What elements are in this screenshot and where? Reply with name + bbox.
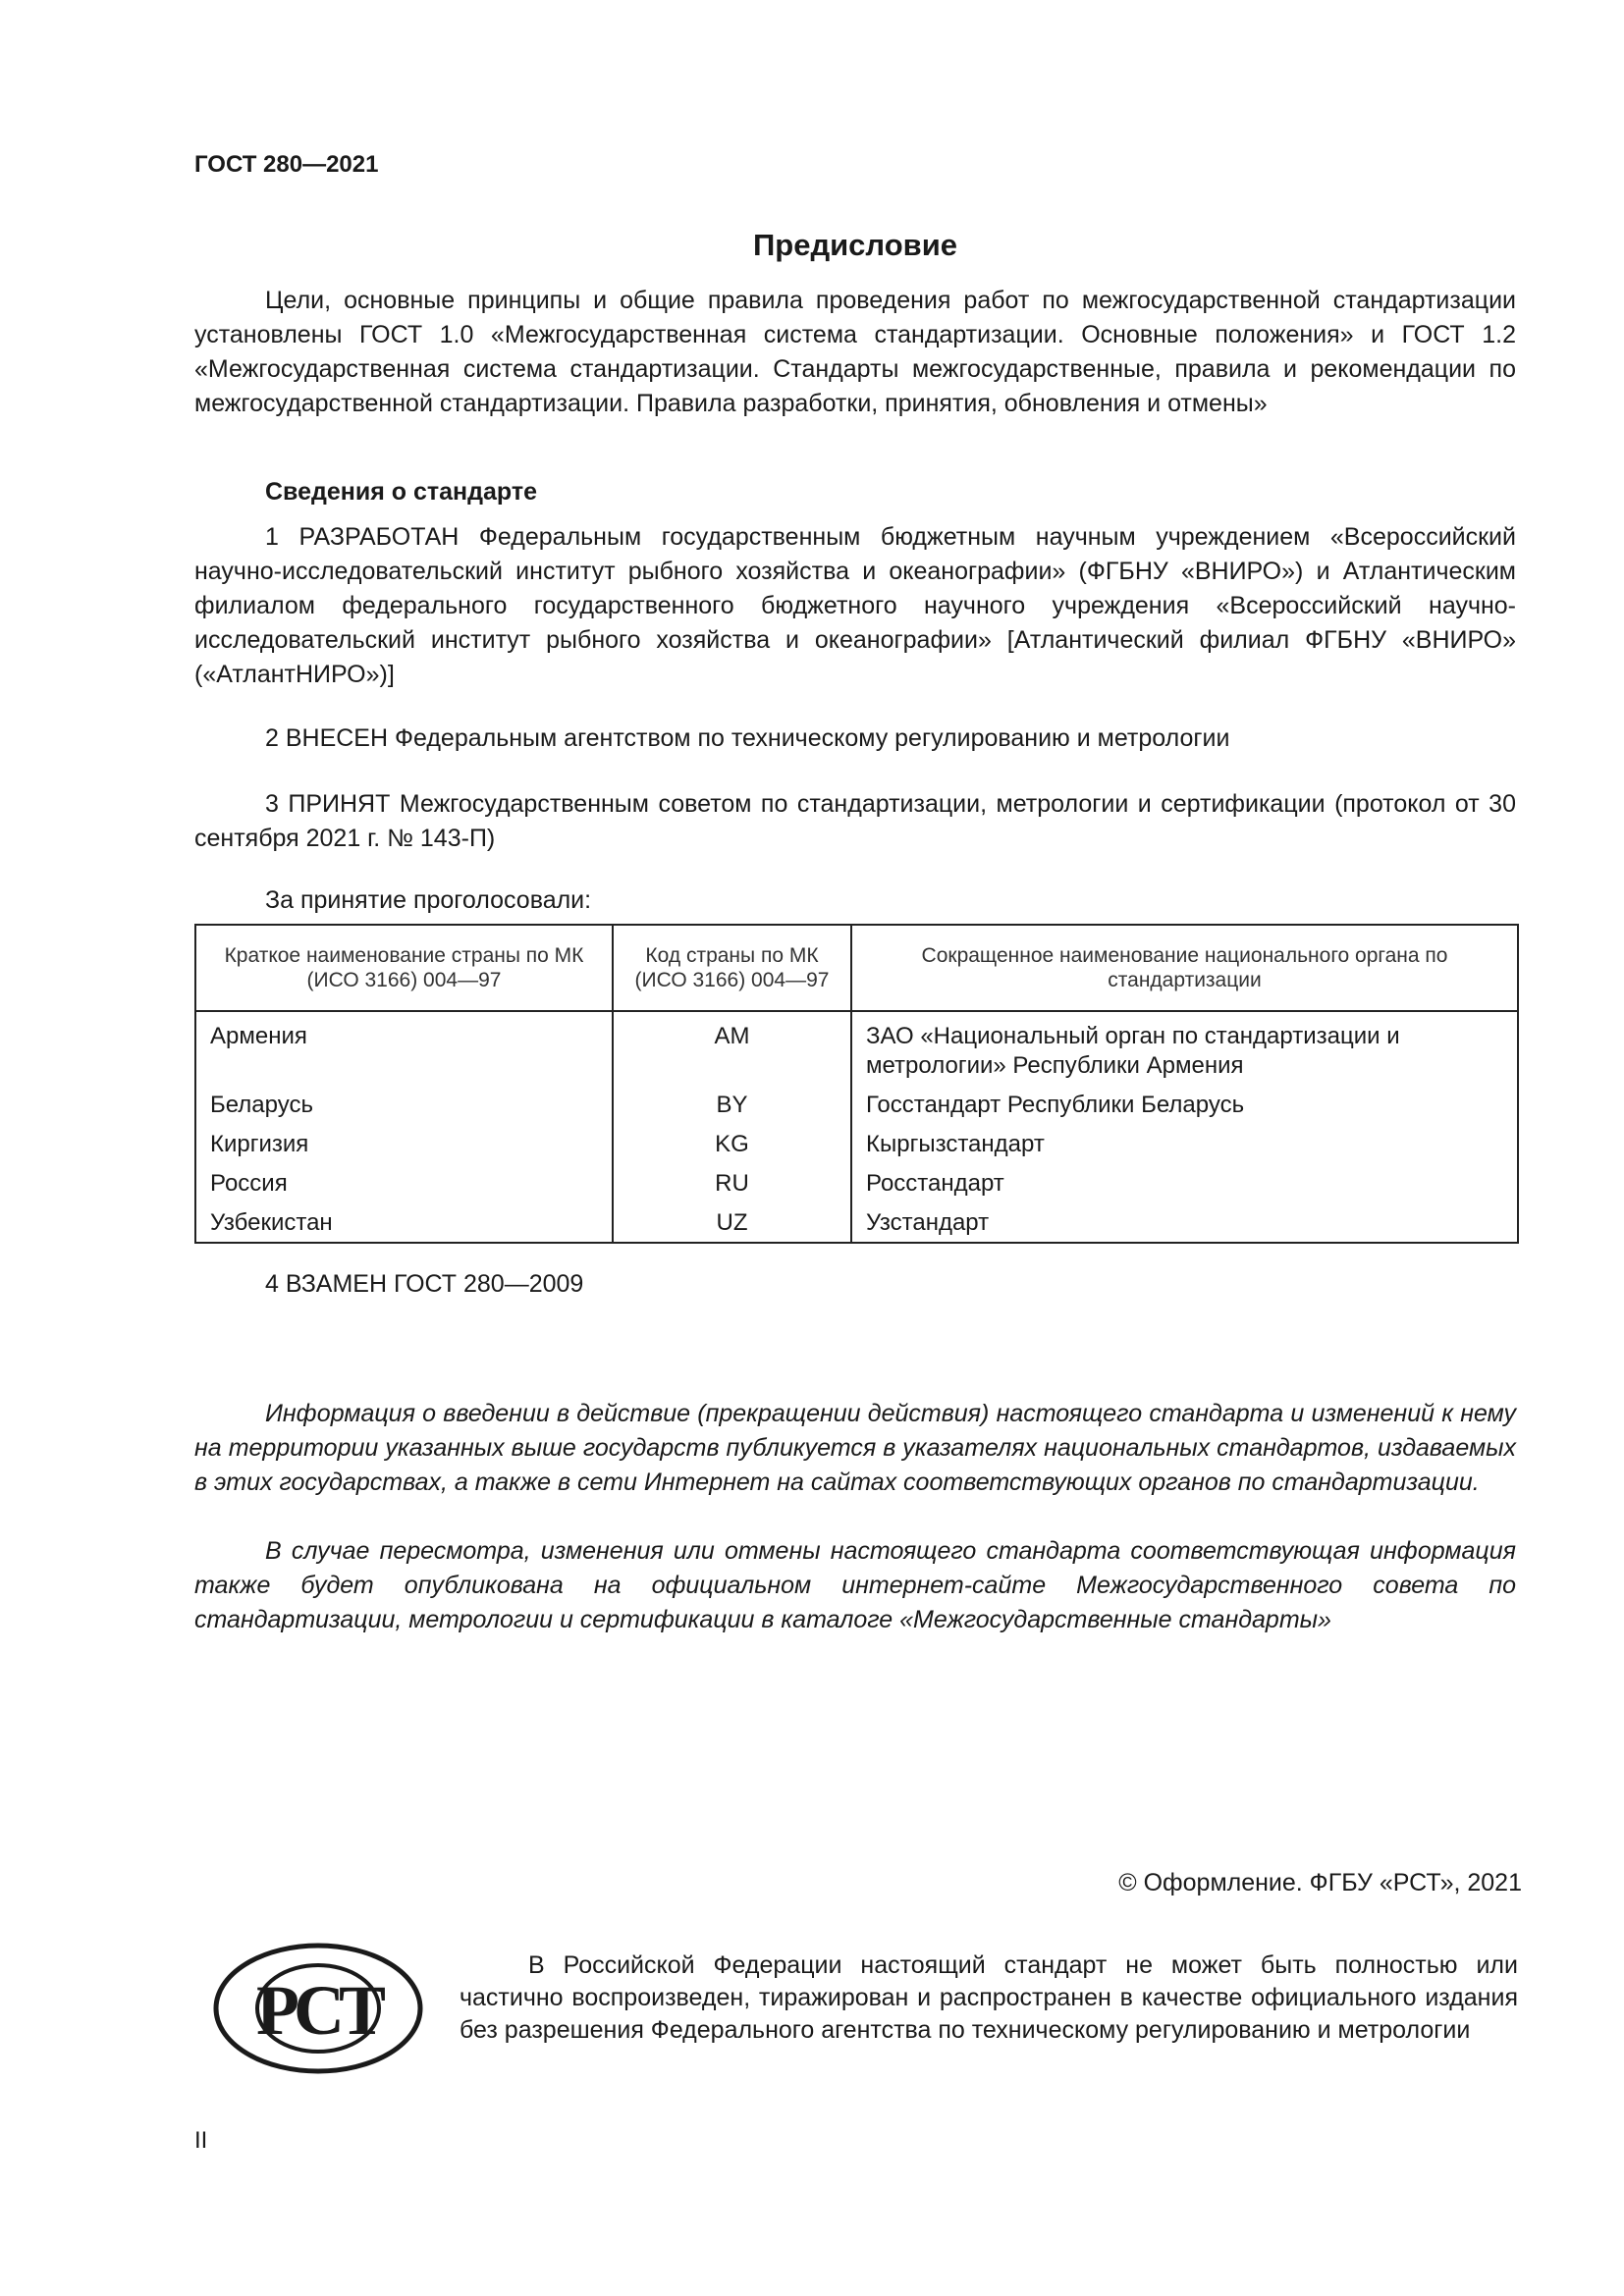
italic-note-2: В случае пересмотра, изменения или отмены настоящего стандарта соответствующая информация также будет опубликована на официальном интернет-сайте Межгосударственного совета по стандартизации, метрологии и сертификации в каталоге «Межгосударственные стандарты» [194,1537,1516,1633]
table-cell-body: Госстандарт Республики Беларусь [851,1087,1518,1126]
voting-table [194,924,1519,1244]
item-replaces: 4 ВЗАМЕН ГОСТ 280—2009 [265,1270,584,1298]
table-cell-country: Узбекистан [195,1204,613,1243]
table-cell-country: Россия [195,1165,613,1204]
table-cell-body: Росстандарт [851,1165,1518,1204]
table-header-code: Код страны по МК (ИСО 3166) 004—97 [613,925,851,1011]
info-heading: Сведения о стандарте [265,478,538,506]
item-introduced: 2 ВНЕСЕН Федеральным агентством по техническому регулированию и метрологии [265,724,1230,752]
table-cell-body: Кыргызстандарт [851,1126,1518,1165]
table-row [195,1126,1518,1165]
table-header-country: Краткое наименование страны по МК (ИСО 3166) 004—97 [195,925,613,1011]
table-cell-code: AM [613,1011,851,1087]
logo-text: PCT [256,1971,380,2050]
table-cell-country: Беларусь [195,1087,613,1126]
table-cell-code: UZ [613,1204,851,1243]
table-row [195,1011,1518,1087]
page-title: Предисловие [752,228,957,262]
italic-note-1: Информация о введении в действие (прекращении действия) настоящего стандарта и изменений к нему на территории указанных выше государств публикуется в указателях национальных стандартов, издаваемых в этих государствах, а также в сети Интернет на сайтах соответствующих органов по стандартизации. [194,1400,1516,1496]
table-cell-body: Узстандарт [851,1204,1518,1243]
table-cell-code: BY [613,1087,851,1126]
table-cell-country: Армения [195,1011,613,1087]
copyright-notice: В Российской Федерации настоящий стандарт не может быть полностью или частично воспроизведен, тиражирован и распространен в качестве официального издания без разрешения Федерального агентства по техническому регулированию и метрологии [460,1951,1518,2044]
table-cell-code: RU [613,1165,851,1204]
table-row [195,1087,1518,1126]
copyright-line: © Оформление. ФГБУ «РСТ», 2021 [1118,1869,1522,1896]
item-developed: 1 РАЗРАБОТАН Федеральным государственным бюджетным научным учреждением «Всероссийский научно-исследовательский институт рыбного хозяйства и океанографии» (ФГБНУ «ВНИРО») и Атлантическим филиалом федерального государственного бюджетного научного учреждения «Всероссийский научно-исследовательский институт рыбного хозяйства и океанографии» [Атлантический филиал ФГБНУ «ВНИРО» («АтлантНИРО»)] [194,523,1516,688]
table-header-body: Сокращенное наименование национального органа по стандартизации [851,925,1518,1011]
document-id: ГОСТ 280—2021 [194,151,379,178]
table-cell-code: KG [613,1126,851,1165]
table-cell-body: ЗАО «Национальный орган по стандартизации и метрологии» Республики Армения [851,1011,1518,1087]
table-header-row [195,925,1518,1011]
pct-certification-mark-icon [210,1940,426,2077]
item-voted: За принятие проголосовали: [265,886,592,914]
page-number: II [194,2127,208,2154]
intro-paragraph: Цели, основные принципы и общие правила проведения работ по межгосударственной стандартизации установлены ГОСТ 1.0 «Межгосударственная система стандартизации. Основные положения» и ГОСТ 1.2 «Межгосударственная система стандартизации. Стандарты межгосударственные, правила и рекомендации по межгосударственной стандартизации. Правила разработки, принятия, обновления и отмены» [194,287,1516,417]
item-adopted: 3 ПРИНЯТ Межгосударственным советом по стандартизации, метрологии и сертификации (протокол от 30 сентября 2021 г. № 143-П) [194,790,1516,852]
table-row [195,1165,1518,1204]
table-cell-country: Киргизия [195,1126,613,1165]
table-row [195,1204,1518,1243]
